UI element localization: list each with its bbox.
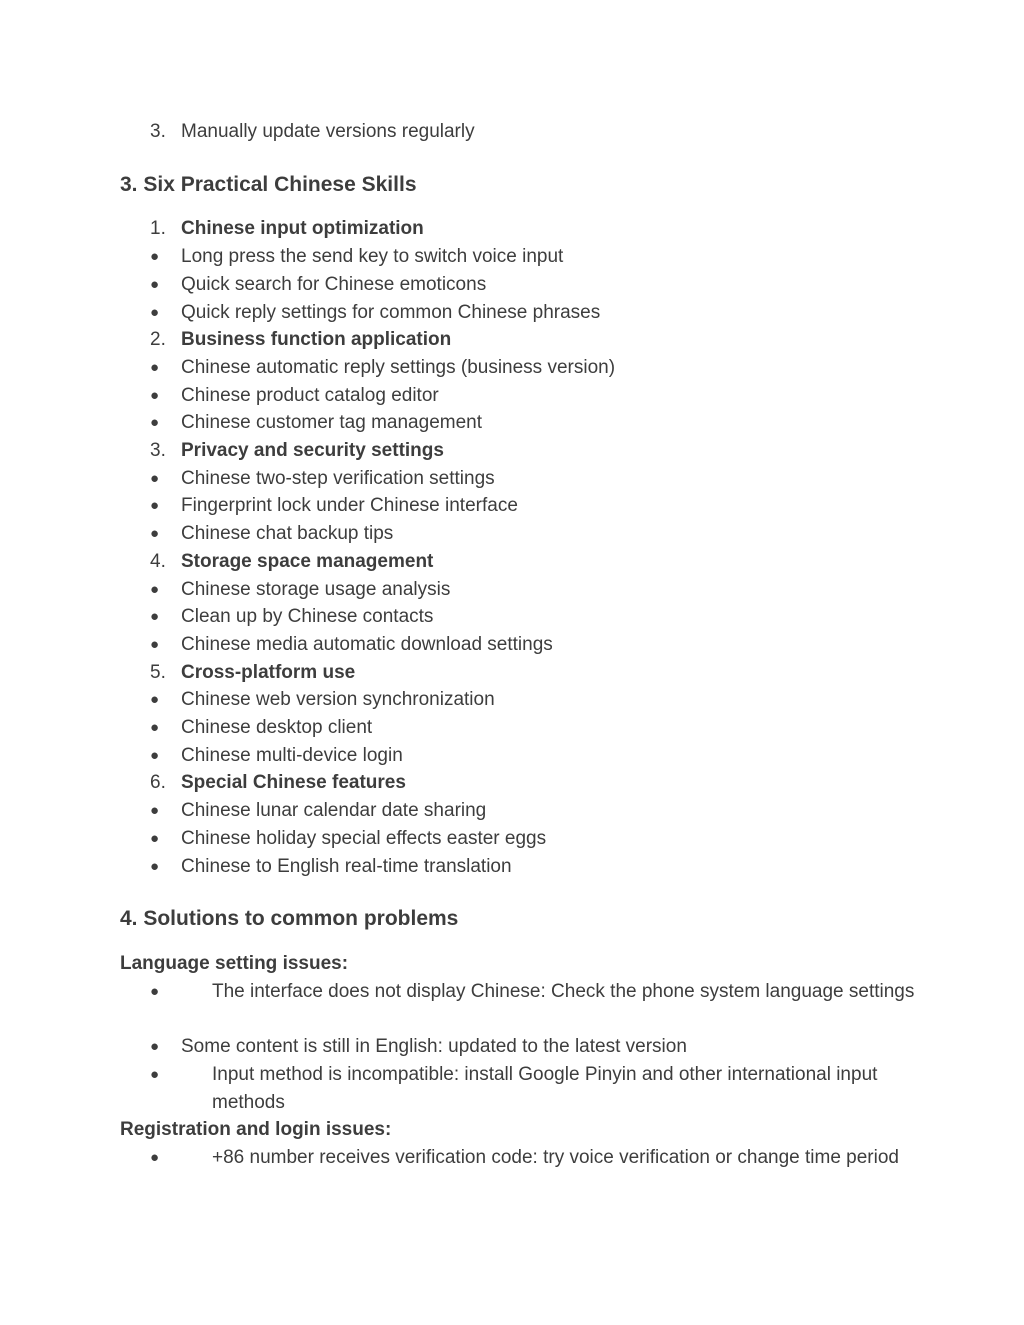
- bullet-icon: ●: [150, 983, 160, 1000]
- list-item-text: Chinese to English real-time translation: [181, 856, 512, 877]
- bullet-icon: ●: [150, 581, 160, 598]
- bullet-icon: ●: [150, 497, 160, 514]
- subsection-label: Registration and login issues:: [120, 1119, 392, 1140]
- bullet-icon: ●: [150, 691, 160, 708]
- list-item-text: Cross-platform use: [181, 662, 356, 683]
- list-item-text: Input method is incompatible: install Google Pinyin and other international input methods: [212, 1064, 878, 1113]
- list-item-text: Quick search for Chinese emoticons: [181, 274, 487, 295]
- list-item: [150, 978, 915, 1034]
- list-number: 5.: [150, 662, 166, 683]
- list-item-text: Chinese input optimization: [181, 218, 424, 239]
- list-item-text: Chinese product catalog editor: [181, 385, 439, 406]
- bullet-icon: ●: [150, 387, 160, 404]
- list-number: 3.: [150, 440, 166, 461]
- list-item-text: Chinese automatic reply settings (business version): [181, 357, 616, 378]
- subsection-label: Language setting issues:: [120, 953, 349, 974]
- list-item-text: +86 number receives verification code: try voice verification or change time period: [212, 1147, 899, 1168]
- list-item-text: Chinese customer tag management: [181, 412, 482, 433]
- list-item: [150, 1061, 878, 1117]
- bullet-icon: ●: [150, 1038, 160, 1055]
- bullet-icon: ●: [150, 719, 160, 736]
- list-item-text: Chinese chat backup tips: [181, 523, 394, 544]
- list-item-text: Storage space management: [181, 551, 434, 572]
- list-item: [150, 1144, 899, 1200]
- list-number: 2.: [150, 329, 166, 350]
- bullet-icon: ●: [150, 276, 160, 293]
- list-item-text: Chinese storage usage analysis: [181, 579, 451, 600]
- bullet-icon: ●: [150, 1066, 160, 1083]
- list-item-text: Clean up by Chinese contacts: [181, 606, 434, 627]
- list-number: 3.: [150, 121, 166, 142]
- list-item-text: Chinese desktop client: [181, 717, 373, 738]
- list-item-text: Quick reply settings for common Chinese phrases: [181, 302, 601, 323]
- bullet-icon: ●: [150, 525, 160, 542]
- section-heading: 3. Six Practical Chinese Skills: [120, 173, 417, 196]
- list-item-text: Some content is still in English: updated to the latest version: [181, 1036, 687, 1057]
- bullet-icon: ●: [150, 858, 160, 875]
- bullet-icon: ●: [150, 359, 160, 376]
- list-item-text: Fingerprint lock under Chinese interface: [181, 495, 518, 516]
- list-item-text: Chinese multi-device login: [181, 745, 403, 766]
- list-item-text: Privacy and security settings: [181, 440, 444, 461]
- bullet-icon: ●: [150, 636, 160, 653]
- bullet-icon: ●: [150, 1149, 160, 1166]
- list-number: 4.: [150, 551, 166, 572]
- list-item-text: Long press the send key to switch voice input: [181, 246, 564, 267]
- bullet-icon: ●: [150, 608, 160, 625]
- list-item-text: Chinese web version synchronization: [181, 689, 495, 710]
- list-item-text: Special Chinese features: [181, 772, 406, 793]
- list-item-text: Chinese two-step verification settings: [181, 468, 495, 489]
- bullet-icon: ●: [150, 470, 160, 487]
- list-item-text: Manually update versions regularly: [181, 121, 475, 142]
- bullet-icon: ●: [150, 248, 160, 265]
- list-number: 6.: [150, 772, 166, 793]
- list-item-text: Chinese holiday special effects easter eggs: [181, 828, 547, 849]
- list-number: 1.: [150, 218, 166, 239]
- list-item-text: The interface does not display Chinese: Check the phone system language settings: [212, 981, 915, 1002]
- list-item-text: Chinese lunar calendar date sharing: [181, 800, 487, 821]
- section-heading: 4. Solutions to common problems: [120, 907, 459, 930]
- list-item-text: Chinese media automatic download settings: [181, 634, 553, 655]
- bullet-icon: ●: [150, 414, 160, 431]
- list-item-text: Business function application: [181, 329, 452, 350]
- bullet-icon: ●: [150, 802, 160, 819]
- bullet-icon: ●: [150, 747, 160, 764]
- bullet-icon: ●: [150, 304, 160, 321]
- bullet-icon: ●: [150, 830, 160, 847]
